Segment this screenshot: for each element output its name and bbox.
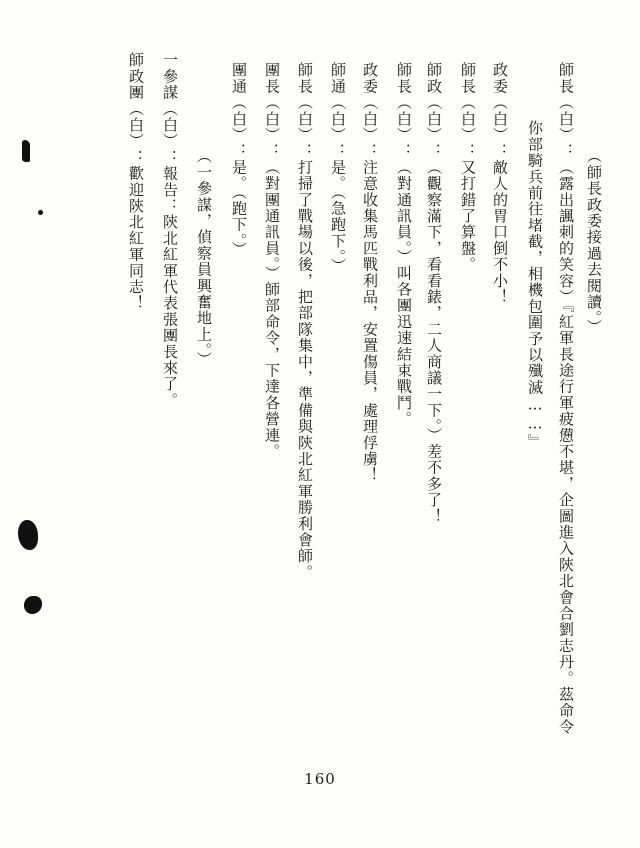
text-line: 師長（白）：（露出諷刺的笑容）『紅軍長途行軍疲憊不堪，企圖進入陝北會合劉志丹。茲命令 <box>557 62 575 735</box>
text-line: （一參謀，偵察員興奮地上。） <box>195 148 213 368</box>
text-line: 師政團（白）：歡迎陝北紅軍同志！ <box>127 52 145 312</box>
text-line: 團通（白）：是。（跑下。） <box>230 62 248 258</box>
text-line: （師長政委接過去閱讀。） <box>585 148 603 335</box>
text-line: 師長（白）：打掃了戰場以後，把部隊集中，準備與陝北紅軍勝利會師。 <box>296 62 314 581</box>
text-line: 政委（白）：敵人的胃口倒不小！ <box>491 62 509 305</box>
ink-blot <box>38 210 43 215</box>
ink-blot <box>18 520 38 550</box>
ink-blot <box>24 596 42 614</box>
ink-blot <box>22 140 30 162</box>
text-line: 師政（白）：（觀察滿下，看看錶，二人商議一下。）差不多了！ <box>425 62 443 525</box>
text-line: 團長（白）：（對團通訊員。）師部命令，下達各營連。 <box>263 62 281 460</box>
text-line: 一參謀（白）：報告：陝北紅軍代表張團長來了。 <box>161 52 179 409</box>
text-line: 師通（白）：是。（急跑下。） <box>329 62 347 274</box>
text-line: 師長（白）：（對通訊員。）叫各團迅速結束戰鬥。 <box>395 62 413 428</box>
text-line: 你部騎兵前往堵截，相機包圍予以殲滅……』 <box>526 120 544 450</box>
text-line: 政委（白）：注意收集馬匹戰利品，安置傷員，處理俘虜！ <box>361 62 379 484</box>
text-line: 師長（白）：又打錯了算盤。 <box>459 62 477 273</box>
page-number: 160 <box>304 770 336 788</box>
